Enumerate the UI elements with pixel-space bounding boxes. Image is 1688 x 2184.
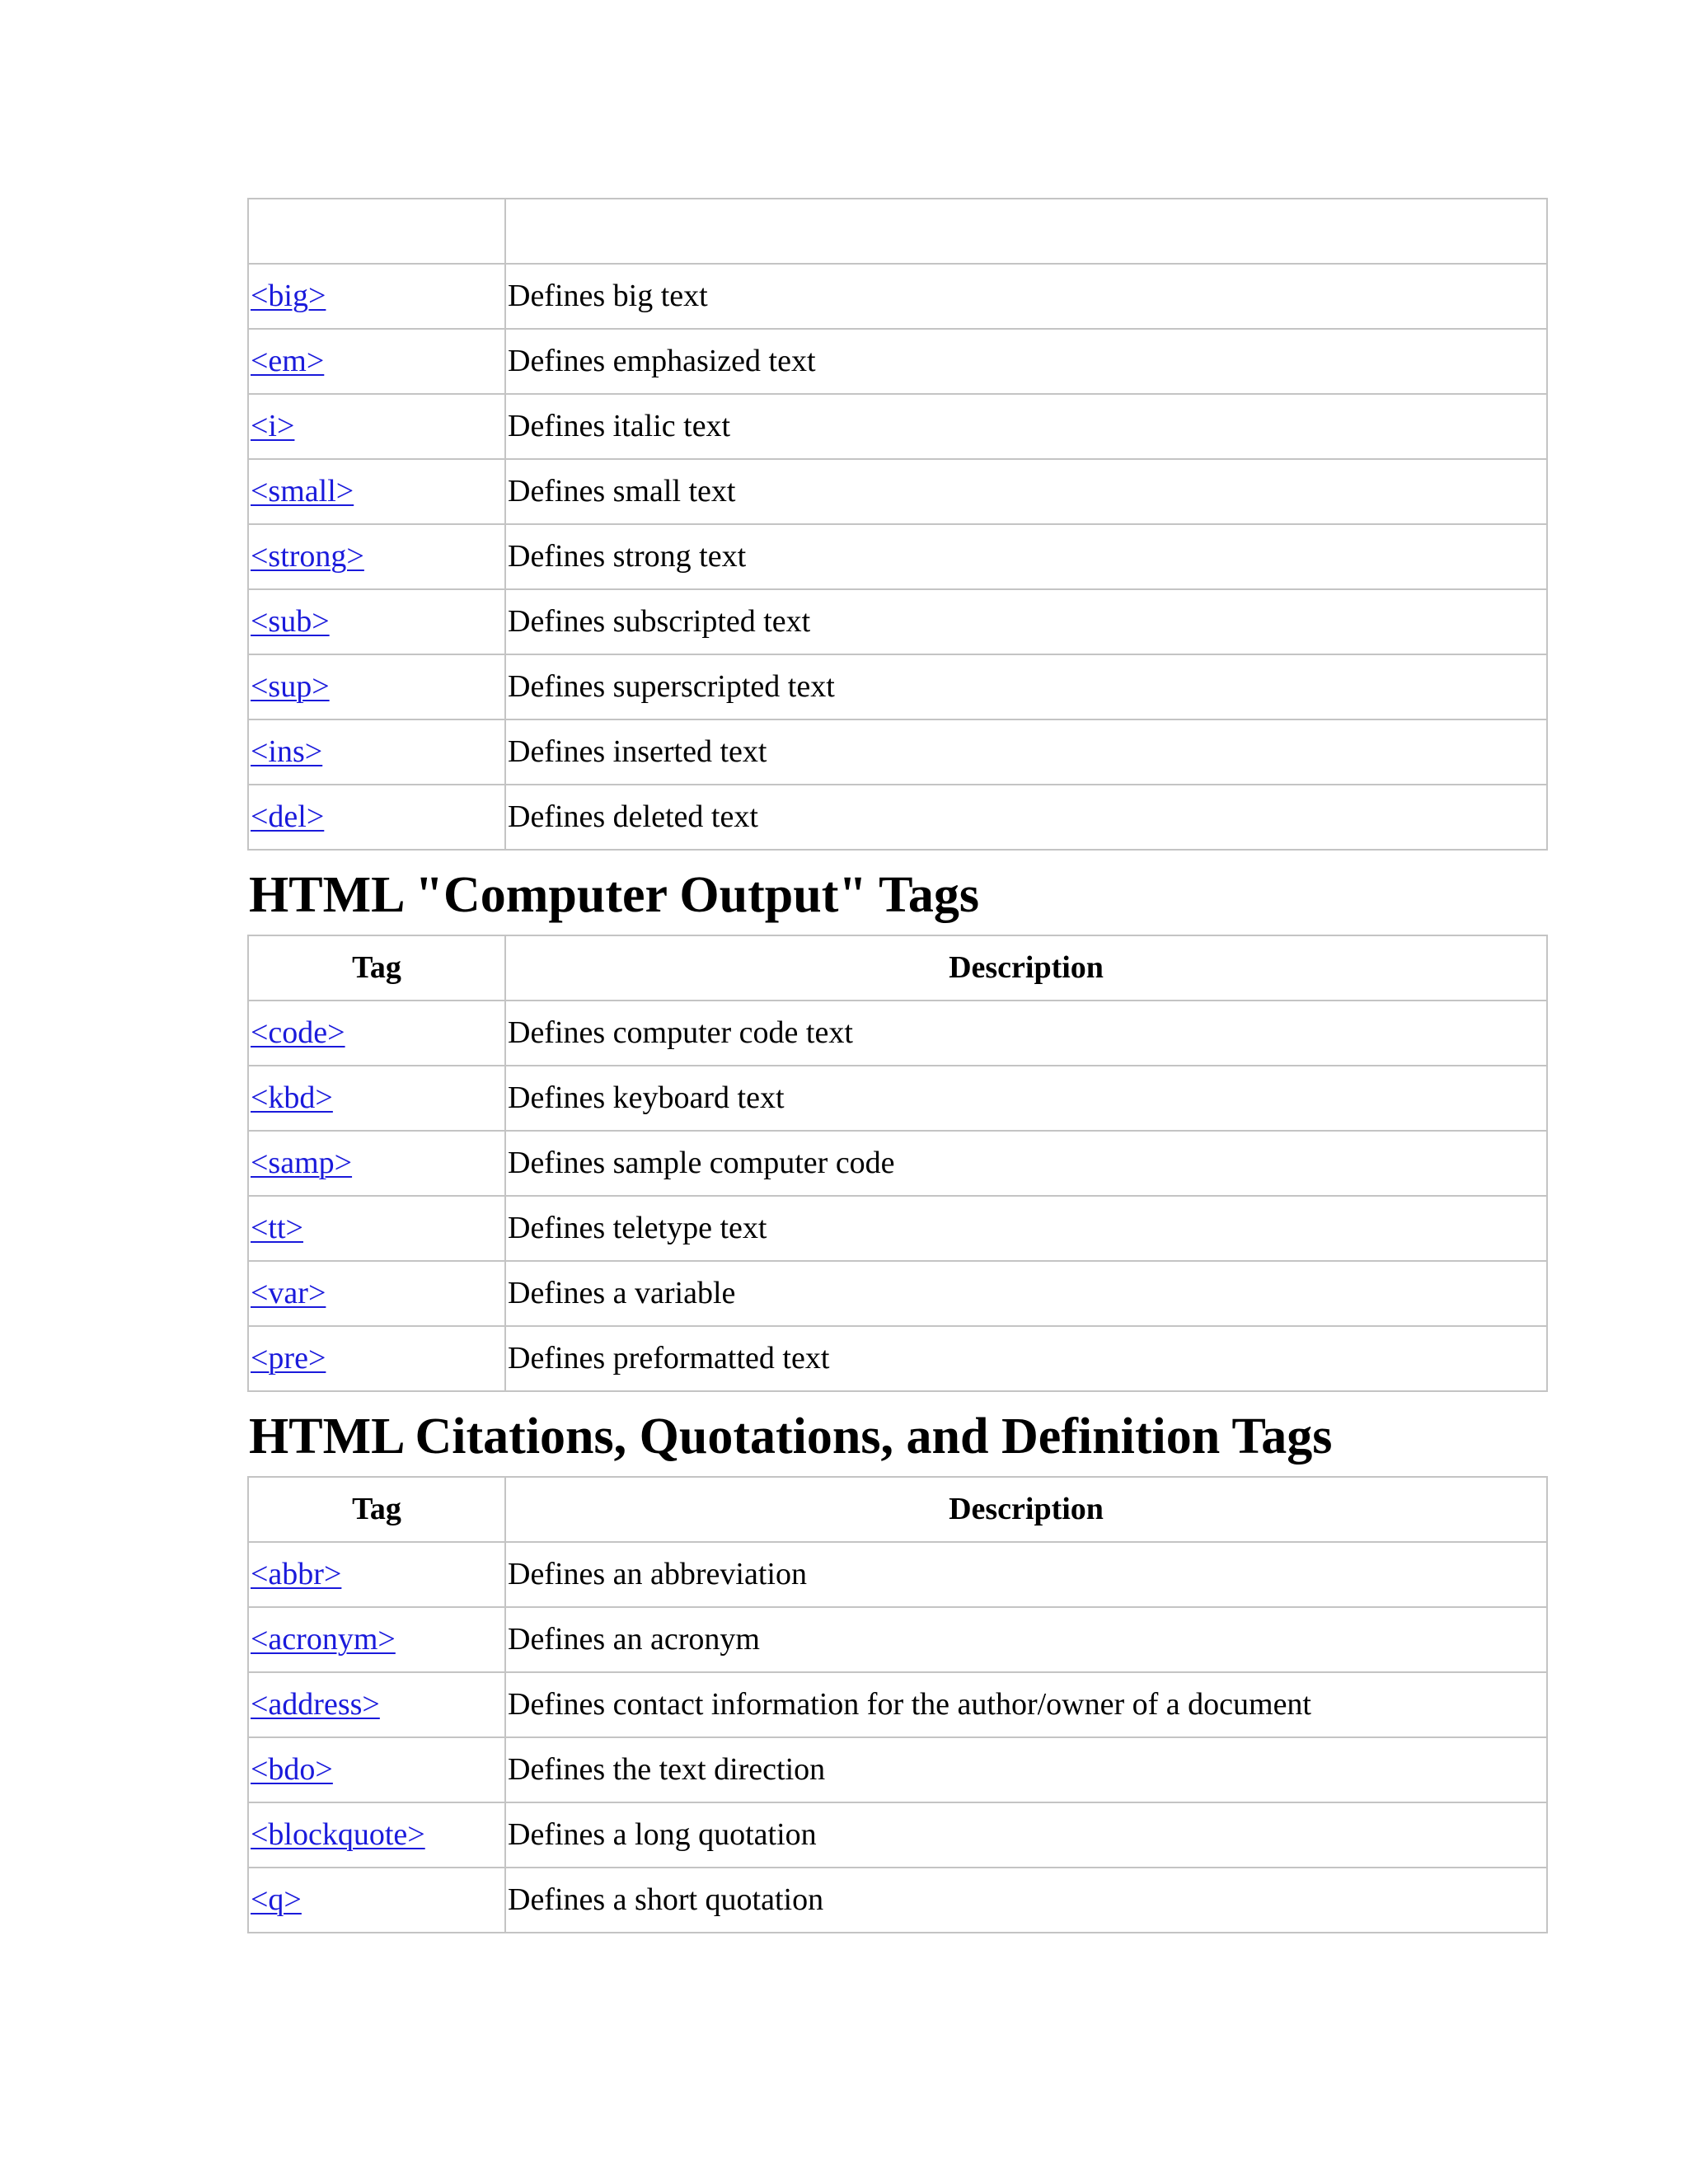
- tag-link[interactable]: <samp>: [251, 1146, 353, 1180]
- tag-cell: [248, 1261, 505, 1326]
- description-cell: Defines contact information for the author/owner of a document: [505, 1672, 1547, 1737]
- table-row: [248, 785, 1547, 850]
- empty-header-cell: [248, 199, 505, 264]
- tag-link[interactable]: <sup>: [251, 669, 330, 704]
- tag-cell: [248, 1672, 505, 1737]
- formatting-tags-table: [247, 198, 1548, 851]
- tag-cell: [248, 1607, 505, 1672]
- description-cell: Defines subscripted text: [505, 589, 1547, 654]
- tag-link[interactable]: <ins>: [251, 734, 323, 769]
- description-cell: Defines a long quotation: [505, 1802, 1547, 1868]
- tag-link[interactable]: <i>: [251, 409, 295, 443]
- tag-cell: [248, 524, 505, 589]
- description-cell: Defines an abbreviation: [505, 1542, 1547, 1607]
- tag-link[interactable]: <abbr>: [251, 1557, 342, 1591]
- tag-cell: [248, 394, 505, 459]
- table-row: [248, 719, 1547, 785]
- tag-cell: [248, 654, 505, 719]
- tag-link[interactable]: <bdo>: [251, 1752, 333, 1787]
- tag-cell: [248, 1737, 505, 1802]
- table-header-row: [248, 1477, 1547, 1542]
- tag-cell: [248, 329, 505, 394]
- table-row: [248, 1326, 1547, 1391]
- tag-cell: [248, 785, 505, 850]
- table-row: [248, 589, 1547, 654]
- description-cell: Defines an acronym: [505, 1607, 1547, 1672]
- table-row: [248, 1868, 1547, 1933]
- table-row: [248, 1672, 1547, 1737]
- section-heading-citations: HTML Citations, Quotations, and Definition Tags: [249, 1408, 1333, 1465]
- tag-cell: [248, 1326, 505, 1391]
- tag-link[interactable]: <big>: [251, 279, 326, 313]
- table-row: [248, 1001, 1547, 1066]
- empty-header-cell: [505, 199, 1547, 264]
- tag-link[interactable]: <q>: [251, 1882, 302, 1917]
- description-cell: Defines the text direction: [505, 1737, 1547, 1802]
- tag-cell: [248, 589, 505, 654]
- tag-cell: [248, 1001, 505, 1066]
- description-cell: Defines italic text: [505, 394, 1547, 459]
- tag-link[interactable]: <em>: [251, 344, 325, 378]
- tag-link[interactable]: <pre>: [251, 1341, 326, 1376]
- table-row: [248, 1066, 1547, 1131]
- description-cell: Defines deleted text: [505, 785, 1547, 850]
- tag-link[interactable]: <small>: [251, 474, 354, 509]
- tag-cell: [248, 1868, 505, 1933]
- description-cell: Defines computer code text: [505, 1001, 1547, 1066]
- description-cell: Defines teletype text: [505, 1196, 1547, 1261]
- table-header-row: [248, 935, 1547, 1001]
- description-cell: Defines preformatted text: [505, 1326, 1547, 1391]
- table-row: [248, 264, 1547, 329]
- description-cell: Defines emphasized text: [505, 329, 1547, 394]
- table-row: [248, 394, 1547, 459]
- description-cell: Defines superscripted text: [505, 654, 1547, 719]
- tag-link[interactable]: <strong>: [251, 539, 364, 574]
- table-row: [248, 1607, 1547, 1672]
- tag-cell: [248, 264, 505, 329]
- tag-link[interactable]: <address>: [251, 1687, 380, 1722]
- table-row: [248, 524, 1547, 589]
- description-cell: Defines big text: [505, 264, 1547, 329]
- table-row: [248, 1737, 1547, 1802]
- tag-cell: [248, 1066, 505, 1131]
- tag-link[interactable]: <del>: [251, 799, 325, 834]
- table-row: [248, 1196, 1547, 1261]
- tag-cell: [248, 1131, 505, 1196]
- description-cell: Defines a short quotation: [505, 1868, 1547, 1933]
- description-cell: Defines small text: [505, 459, 1547, 524]
- column-header-description: Description: [505, 935, 1547, 1001]
- tag-link[interactable]: <acronym>: [251, 1622, 396, 1657]
- tag-cell: [248, 459, 505, 524]
- table-row: [248, 329, 1547, 394]
- tag-link[interactable]: <code>: [251, 1015, 345, 1050]
- document-page: [247, 198, 1546, 1933]
- column-header-description: Description: [505, 1477, 1547, 1542]
- tag-link[interactable]: <blockquote>: [251, 1817, 425, 1852]
- tag-cell: [248, 719, 505, 785]
- column-header-tag: Tag: [248, 1477, 505, 1542]
- description-cell: Defines sample computer code: [505, 1131, 1547, 1196]
- table-row: [248, 654, 1547, 719]
- tag-cell: [248, 1802, 505, 1868]
- table-header-row: [248, 199, 1547, 264]
- description-cell: Defines keyboard text: [505, 1066, 1547, 1131]
- table-row: [248, 1131, 1547, 1196]
- tag-link[interactable]: <tt>: [251, 1211, 303, 1245]
- tag-cell: [248, 1542, 505, 1607]
- table-row: [248, 1802, 1547, 1868]
- table-row: [248, 459, 1547, 524]
- citations-table: [247, 1476, 1548, 1933]
- description-cell: Defines strong text: [505, 524, 1547, 589]
- tag-link[interactable]: <var>: [251, 1276, 326, 1310]
- column-header-tag: Tag: [248, 935, 505, 1001]
- tag-link[interactable]: <sub>: [251, 604, 330, 639]
- tag-link[interactable]: <kbd>: [251, 1080, 333, 1115]
- description-cell: Defines inserted text: [505, 719, 1547, 785]
- computer-output-table: [247, 935, 1548, 1392]
- table-row: [248, 1542, 1547, 1607]
- section-heading-computer-output: HTML "Computer Output" Tags: [249, 867, 979, 923]
- table-row: [248, 1261, 1547, 1326]
- tag-cell: [248, 1196, 505, 1261]
- description-cell: Defines a variable: [505, 1261, 1547, 1326]
